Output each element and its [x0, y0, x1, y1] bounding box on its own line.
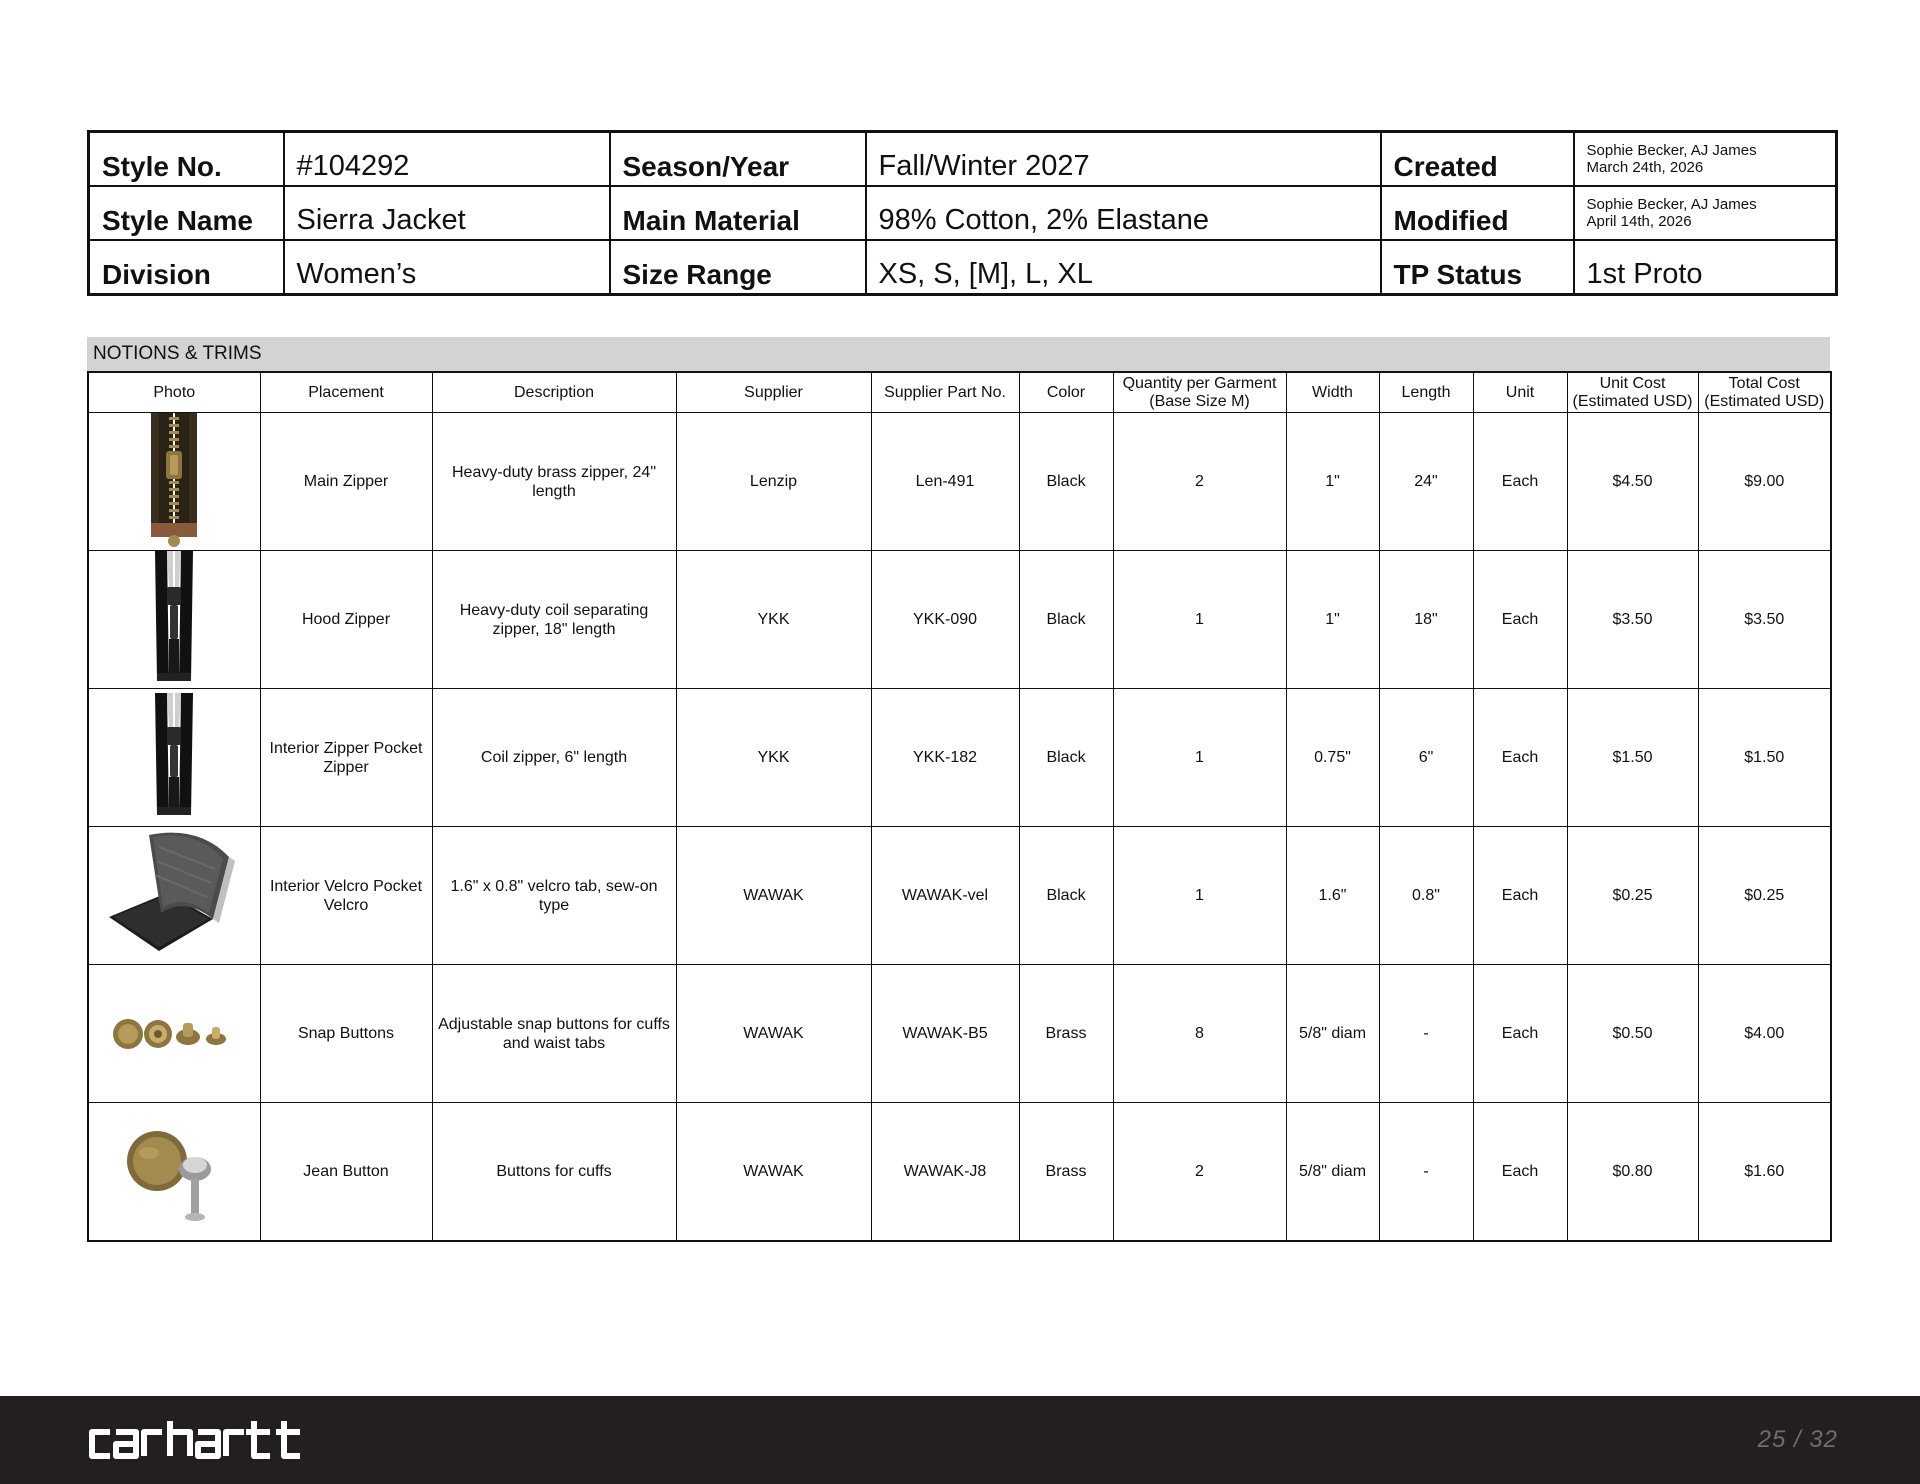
placement-cell: Interior Zipper Pocket Zipper — [260, 689, 432, 827]
description-cell: Coil zipper, 6" length — [432, 689, 676, 827]
placement-cell: Jean Button — [260, 1103, 432, 1242]
division-label: Division — [89, 240, 284, 295]
width-cell: 5/8" diam — [1286, 965, 1379, 1103]
section-title: NOTIONS & TRIMS — [87, 337, 1830, 371]
info-row-3 — [89, 240, 1837, 295]
unit-cost-cell: $0.25 — [1567, 827, 1698, 965]
supplier-cell: YKK — [676, 551, 871, 689]
supplier-cell: WAWAK — [676, 965, 871, 1103]
description-cell: Buttons for cuffs — [432, 1103, 676, 1242]
unit-cost-cell: $0.50 — [1567, 965, 1698, 1103]
col-quantity — [1113, 372, 1286, 413]
col-unit-cost-line-1: Unit Cost — [1599, 374, 1666, 392]
coil-zipper-image — [88, 551, 260, 689]
width-cell: 1" — [1286, 551, 1379, 689]
placement-cell: Hood Zipper — [260, 551, 432, 689]
length-cell: 0.8" — [1379, 827, 1473, 965]
total-cost-cell: $9.00 — [1698, 413, 1831, 551]
total-cost-cell: $3.50 — [1698, 551, 1831, 689]
supplier-cell: Lenzip — [676, 413, 871, 551]
color-cell: Black — [1019, 551, 1113, 689]
description-cell: Heavy-duty coil separating zipper, 18" length — [432, 551, 676, 689]
created-date: March 24th, 2026 — [1586, 159, 1704, 176]
modified-label: Modified — [1381, 186, 1574, 240]
season-label: Season/Year — [610, 132, 866, 187]
col-photo: Photo — [88, 372, 260, 413]
part-no-cell: Len-491 — [871, 413, 1019, 551]
created-label: Created — [1381, 132, 1574, 187]
modified-value — [1574, 186, 1837, 240]
width-cell: 0.75" — [1286, 689, 1379, 827]
style-no-value: #104292 — [284, 132, 610, 187]
quantity-cell: 1 — [1113, 827, 1286, 965]
tp-status-label: TP Status — [1381, 240, 1574, 295]
carhartt-logo — [86, 1418, 326, 1462]
col-quantity-line-1: Quantity per Garment — [1122, 374, 1277, 392]
style-name-label: Style Name — [89, 186, 284, 240]
part-no-cell: WAWAK-vel — [871, 827, 1019, 965]
col-part-no: Supplier Part No. — [871, 372, 1019, 413]
created-by: Sophie Becker, AJ James — [1586, 142, 1757, 159]
unit-cost-cell: $1.50 — [1567, 689, 1698, 827]
total-cost-cell: $1.60 — [1698, 1103, 1831, 1242]
part-no-cell: WAWAK-B5 — [871, 965, 1019, 1103]
size-range-label: Size Range — [610, 240, 866, 295]
coil-zipper-image — [88, 689, 260, 827]
col-width: Width — [1286, 372, 1379, 413]
col-unit: Unit — [1473, 372, 1567, 413]
quantity-cell: 2 — [1113, 1103, 1286, 1242]
info-row-1 — [89, 132, 1837, 187]
total-cost-cell: $0.25 — [1698, 827, 1831, 965]
table-row — [88, 827, 1831, 965]
part-no-cell: YKK-090 — [871, 551, 1019, 689]
width-cell: 1.6" — [1286, 827, 1379, 965]
col-supplier: Supplier — [676, 372, 871, 413]
width-cell: 5/8" diam — [1286, 1103, 1379, 1242]
description-cell: Heavy-duty brass zipper, 24" length — [432, 413, 676, 551]
created-value — [1574, 132, 1837, 187]
table-row — [88, 965, 1831, 1103]
part-no-cell: WAWAK-J8 — [871, 1103, 1019, 1242]
total-cost-cell: $1.50 — [1698, 689, 1831, 827]
col-total-cost — [1698, 372, 1831, 413]
info-row-2 — [89, 186, 1837, 240]
unit-cell: Each — [1473, 413, 1567, 551]
supplier-cell: YKK — [676, 689, 871, 827]
unit-cost-cell: $4.50 — [1567, 413, 1698, 551]
unit-cell: Each — [1473, 689, 1567, 827]
page-number: 25 / 32 — [1757, 1426, 1838, 1453]
color-cell: Black — [1019, 413, 1113, 551]
col-total-cost-line-1: Total Cost — [1728, 374, 1800, 392]
season-value: Fall/Winter 2027 — [866, 132, 1381, 187]
col-quantity-line-2: (Base Size M) — [1149, 392, 1250, 410]
placement-cell: Interior Velcro Pocket Velcro — [260, 827, 432, 965]
footer-bar — [0, 1396, 1920, 1484]
description-cell: 1.6" x 0.8" velcro tab, sew-on type — [432, 827, 676, 965]
style-info-table — [87, 130, 1838, 296]
jean-button-image — [88, 1103, 260, 1242]
brass-zipper-image — [88, 413, 260, 551]
snap-buttons-image — [88, 965, 260, 1103]
quantity-cell: 1 — [1113, 689, 1286, 827]
length-cell: 6" — [1379, 689, 1473, 827]
style-name-value: Sierra Jacket — [284, 186, 610, 240]
table-row — [88, 551, 1831, 689]
unit-cell: Each — [1473, 827, 1567, 965]
modified-by: Sophie Becker, AJ James — [1586, 196, 1757, 213]
total-cost-cell: $4.00 — [1698, 965, 1831, 1103]
table-row — [88, 1103, 1831, 1242]
quantity-cell: 1 — [1113, 551, 1286, 689]
velcro-image — [88, 827, 260, 965]
unit-cell: Each — [1473, 551, 1567, 689]
supplier-cell: WAWAK — [676, 827, 871, 965]
color-cell: Brass — [1019, 965, 1113, 1103]
length-cell: - — [1379, 1103, 1473, 1242]
unit-cell: Each — [1473, 965, 1567, 1103]
material-value: 98% Cotton, 2% Elastane — [866, 186, 1381, 240]
unit-cost-cell: $0.80 — [1567, 1103, 1698, 1242]
modified-date: April 14th, 2026 — [1586, 213, 1692, 230]
material-label: Main Material — [610, 186, 866, 240]
table-row — [88, 413, 1831, 551]
col-length: Length — [1379, 372, 1473, 413]
quantity-cell: 8 — [1113, 965, 1286, 1103]
col-unit-cost — [1567, 372, 1698, 413]
color-cell: Black — [1019, 827, 1113, 965]
color-cell: Brass — [1019, 1103, 1113, 1242]
placement-cell: Snap Buttons — [260, 965, 432, 1103]
quantity-cell: 2 — [1113, 413, 1286, 551]
tp-status-value: 1st Proto — [1574, 240, 1837, 295]
width-cell: 1" — [1286, 413, 1379, 551]
unit-cell: Each — [1473, 1103, 1567, 1242]
col-placement: Placement — [260, 372, 432, 413]
placement-cell: Main Zipper — [260, 413, 432, 551]
col-total-cost-line-2: (Estimated USD) — [1704, 392, 1825, 410]
supplier-cell: WAWAK — [676, 1103, 871, 1242]
part-no-cell: YKK-182 — [871, 689, 1019, 827]
length-cell: 18" — [1379, 551, 1473, 689]
length-cell: - — [1379, 965, 1473, 1103]
col-description: Description — [432, 372, 676, 413]
style-no-label: Style No. — [89, 132, 284, 187]
division-value: Women’s — [284, 240, 610, 295]
col-unit-cost-line-2: (Estimated USD) — [1572, 392, 1693, 410]
trims-header-row — [88, 372, 1831, 413]
length-cell: 24" — [1379, 413, 1473, 551]
color-cell: Black — [1019, 689, 1113, 827]
unit-cost-cell: $3.50 — [1567, 551, 1698, 689]
table-row — [88, 689, 1831, 827]
size-range-value: XS, S, [M], L, XL — [866, 240, 1381, 295]
col-color: Color — [1019, 372, 1113, 413]
description-cell: Adjustable snap buttons for cuffs and waist tabs — [432, 965, 676, 1103]
trims-table — [87, 371, 1832, 1242]
